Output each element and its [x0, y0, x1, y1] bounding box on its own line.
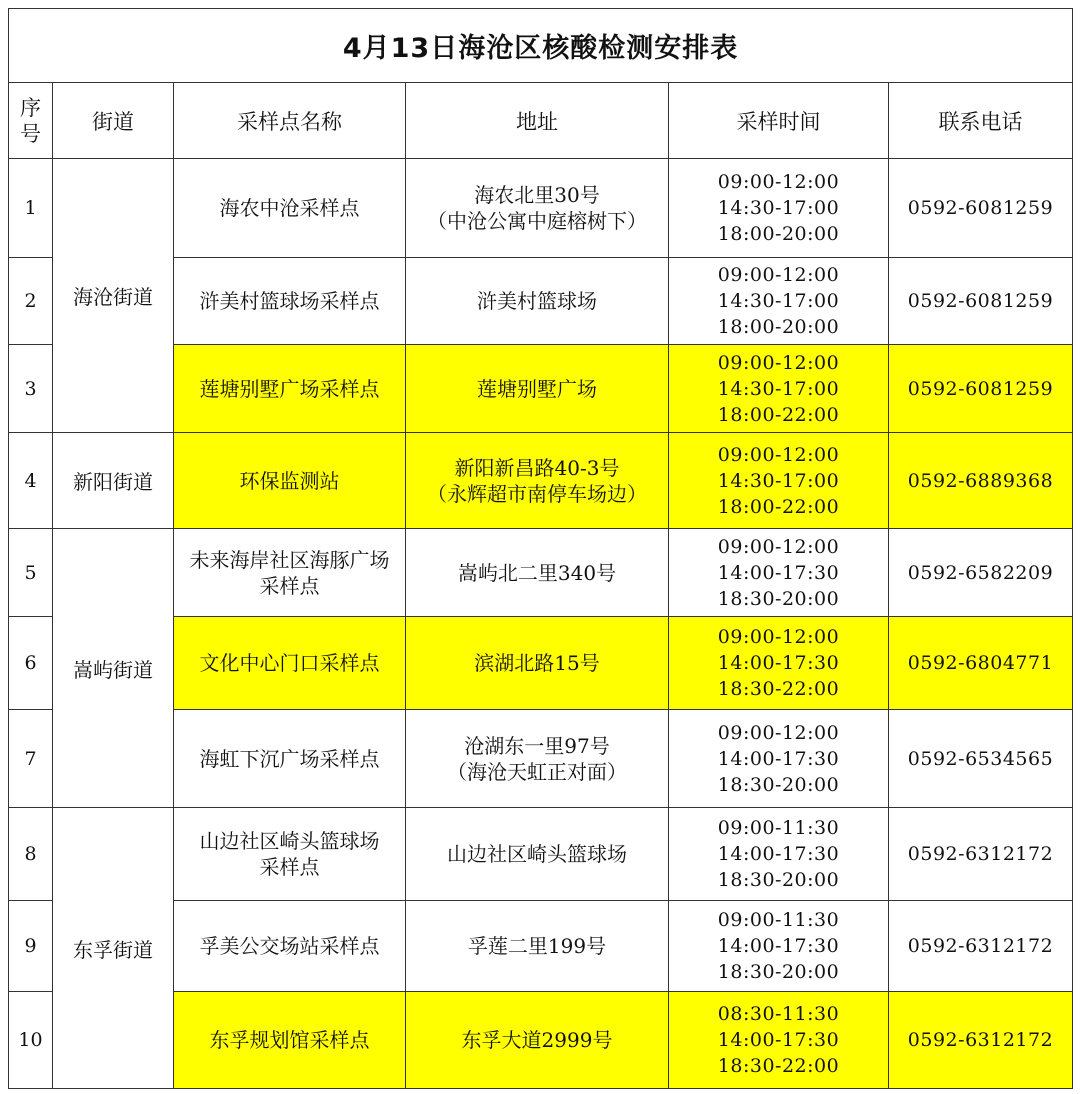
site-name: 文化中心门口采样点	[174, 617, 406, 710]
phone-cell: 0592-6312172	[889, 808, 1073, 901]
row-number: 6	[9, 617, 53, 710]
time-cell	[669, 992, 889, 1089]
street-cell: 东孚街道	[53, 808, 174, 1089]
time-slot: 14:30-17:00	[717, 469, 840, 492]
table-row	[9, 529, 1073, 617]
address-line: 沧湖东一里97号	[464, 733, 610, 758]
time-slot: 14:30-17:00	[717, 197, 840, 219]
street-cell: 嵩屿街道	[53, 529, 174, 808]
header-site: 采样点名称	[174, 83, 406, 159]
address-line: 海农北里30号	[474, 183, 600, 207]
address-note: （中沧公寓中庭榕树下）	[427, 209, 647, 233]
time-cell	[669, 258, 889, 345]
address-note: （海沧天虹正对面）	[447, 759, 627, 784]
header-time: 采样时间	[669, 83, 889, 159]
street-cell: 海沧街道	[53, 159, 174, 433]
address-cell: 孚莲二里199号	[406, 901, 669, 992]
row-number: 8	[9, 808, 53, 901]
site-name-line: 山边社区崎头篮球场	[199, 829, 380, 853]
time-slot: 14:30-17:00	[717, 377, 840, 400]
site-name	[174, 808, 406, 901]
header-index-line1: 序	[20, 95, 41, 120]
time-slot: 18:00-22:00	[717, 495, 840, 518]
phone-cell: 0592-6582209	[889, 529, 1073, 617]
title-row	[9, 9, 1073, 83]
site-name-line: 未来海岸社区海豚广场	[189, 547, 390, 572]
row-number: 10	[9, 992, 53, 1089]
time-cell	[669, 808, 889, 901]
header-index-line2: 号	[20, 121, 41, 146]
phone-cell: 0592-6081259	[889, 345, 1073, 433]
phone-cell: 0592-6312172	[889, 901, 1073, 992]
time-slot: 09:00-12:00	[717, 171, 840, 193]
time-slot: 18:00-20:00	[717, 223, 840, 245]
time-cell	[669, 345, 889, 433]
address-cell: 嵩屿北二里340号	[406, 529, 669, 617]
table-row	[9, 433, 1073, 529]
phone-cell: 0592-6081259	[889, 258, 1073, 345]
address-cell	[406, 433, 669, 529]
address-cell: 莲塘别墅广场	[406, 345, 669, 433]
time-slot: 14:30-17:00	[717, 290, 840, 312]
phone-cell: 0592-6081259	[889, 159, 1073, 258]
site-name: 孚美公交场站采样点	[174, 901, 406, 992]
time-cell	[669, 159, 889, 258]
phone-cell: 0592-6804771	[889, 617, 1073, 710]
phone-cell: 0592-6312172	[889, 992, 1073, 1089]
header-index	[9, 83, 53, 159]
row-number: 3	[9, 345, 53, 433]
header-row	[9, 83, 1073, 159]
table-title: 4月13日海沧区核酸检测安排表	[9, 9, 1073, 83]
address-cell	[406, 710, 669, 808]
time-slot: 18:00-22:00	[717, 403, 840, 426]
time-slot: 09:00-12:00	[717, 626, 840, 648]
table-row	[9, 808, 1073, 901]
time-slot: 18:30-20:00	[717, 587, 840, 610]
row-number: 1	[9, 159, 53, 258]
time-slot: 18:30-20:00	[717, 773, 840, 796]
header-phone: 联系电话	[889, 83, 1073, 159]
time-slot: 09:00-12:00	[717, 443, 840, 466]
time-slot: 18:30-22:00	[717, 1055, 840, 1077]
address-note: （永辉超市南停车场边）	[427, 481, 647, 506]
time-slot: 14:00-17:30	[717, 843, 840, 865]
time-slot: 09:00-11:30	[717, 817, 840, 839]
address-cell: 浒美村篮球场	[406, 258, 669, 345]
site-name	[174, 529, 406, 617]
time-cell	[669, 901, 889, 992]
time-cell	[669, 433, 889, 529]
header-street: 街道	[53, 83, 174, 159]
address-cell	[406, 159, 669, 258]
time-slot: 18:00-20:00	[717, 316, 840, 338]
site-name: 浒美村篮球场采样点	[174, 258, 406, 345]
row-number: 4	[9, 433, 53, 529]
time-slot: 09:00-11:30	[717, 909, 840, 931]
schedule-document	[8, 8, 1072, 1089]
row-number: 5	[9, 529, 53, 617]
phone-cell: 0592-6889368	[889, 433, 1073, 529]
row-number: 9	[9, 901, 53, 992]
time-slot: 18:30-20:00	[717, 869, 840, 891]
time-slot: 09:00-12:00	[717, 264, 840, 286]
schedule-table	[8, 8, 1073, 1089]
site-name: 海农中沧采样点	[174, 159, 406, 258]
time-cell	[669, 529, 889, 617]
address-line: 新阳新昌路40-3号	[454, 455, 620, 480]
site-name: 海虹下沉广场采样点	[174, 710, 406, 808]
phone-cell: 0592-6534565	[889, 710, 1073, 808]
address-cell: 滨湖北路15号	[406, 617, 669, 710]
time-slot: 09:00-12:00	[717, 351, 840, 374]
site-name-line: 采样点	[259, 855, 320, 879]
time-slot: 09:00-12:00	[717, 721, 840, 744]
time-slot: 18:30-22:00	[717, 678, 840, 700]
site-name: 环保监测站	[174, 433, 406, 529]
site-name-line: 采样点	[259, 573, 320, 598]
time-slot: 18:30-20:00	[717, 961, 840, 983]
time-cell	[669, 710, 889, 808]
address-cell: 东孚大道2999号	[406, 992, 669, 1089]
time-slot: 14:00-17:30	[717, 935, 840, 957]
site-name: 东孚规划馆采样点	[174, 992, 406, 1089]
time-cell	[669, 617, 889, 710]
row-number: 2	[9, 258, 53, 345]
time-slot: 14:00-17:30	[717, 1029, 840, 1051]
time-slot: 14:00-17:30	[717, 652, 840, 674]
row-number: 7	[9, 710, 53, 808]
time-slot: 09:00-12:00	[717, 535, 840, 558]
header-address: 地址	[406, 83, 669, 159]
time-slot: 14:00-17:30	[717, 747, 840, 770]
site-name: 莲塘别墅广场采样点	[174, 345, 406, 433]
time-slot: 14:00-17:30	[717, 561, 840, 584]
street-cell: 新阳街道	[53, 433, 174, 529]
table-row	[9, 159, 1073, 258]
address-cell: 山边社区崎头篮球场	[406, 808, 669, 901]
time-slot: 08:30-11:30	[717, 1003, 840, 1025]
